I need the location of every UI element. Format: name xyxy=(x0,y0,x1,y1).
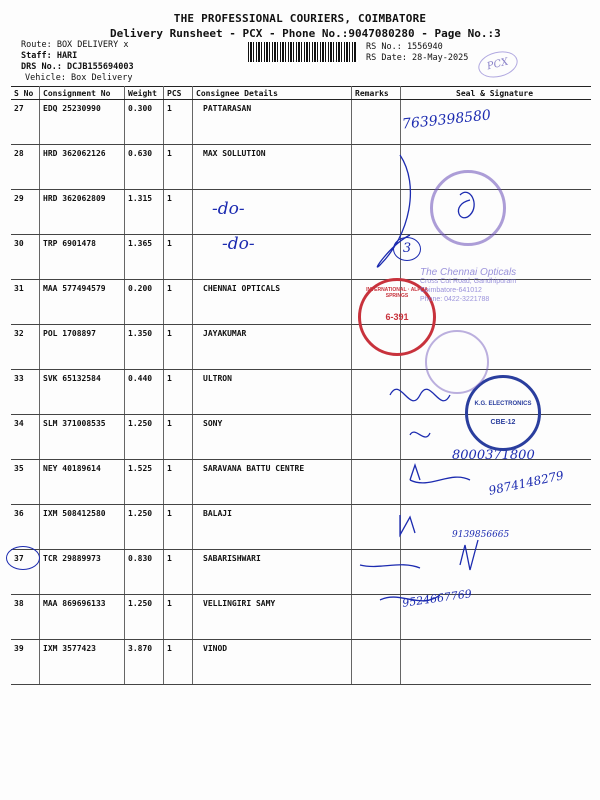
phone-row-36: 9874148279 xyxy=(487,468,565,498)
ditto-mark-29: -do- xyxy=(212,199,245,219)
kg-stamp-outer-text: K.G. ELECTRONICS xyxy=(474,400,532,407)
row-sno: 37 xyxy=(11,550,40,595)
col-seal-signature: Seal & Signature xyxy=(401,87,592,100)
row-consignment-no: MAA 869696133 xyxy=(40,595,125,640)
alpha-stamp-code: 6-391 xyxy=(385,312,409,322)
row-sno: 35 xyxy=(11,460,40,505)
row-weight: 0.630 xyxy=(125,145,164,190)
signature-stroke xyxy=(410,465,420,480)
row-pcs: 1 xyxy=(164,280,193,325)
col-consignee: Consignee Details xyxy=(193,87,352,100)
col-sno: S No xyxy=(11,87,40,100)
row-consignment-no: TRP 6901478 xyxy=(40,235,125,280)
row-consignment-no: SLM 371008535 xyxy=(40,415,125,460)
row-pcs: 1 xyxy=(164,370,193,415)
drs-number: DRS No.: DCJB155694003 xyxy=(21,62,134,72)
row-weight: 0.300 xyxy=(125,100,164,145)
row-pcs: 1 xyxy=(164,100,193,145)
pcx-mark: PCX xyxy=(476,48,520,82)
row-consignee: MAX SOLLUTION xyxy=(193,145,352,190)
row-consignment-no: HRD 362062126 xyxy=(40,145,125,190)
signature-stroke xyxy=(460,540,478,570)
row-pcs: 1 xyxy=(164,550,193,595)
row-consignment-no: IXM 508412580 xyxy=(40,505,125,550)
row-consignee: JAYAKUMAR xyxy=(193,325,352,370)
ditto-mark-30: -do- xyxy=(222,234,255,254)
row-consignee xyxy=(193,235,352,280)
row-sno: 28 xyxy=(11,145,40,190)
row-consignee: SONY xyxy=(193,415,352,460)
row-consignee: VELLINGIRI SAMY xyxy=(193,595,352,640)
row-sno: 38 xyxy=(11,595,40,640)
row-pcs: 1 xyxy=(164,325,193,370)
row-pcs: 1 xyxy=(164,190,193,235)
signature-stroke xyxy=(410,432,430,437)
row-weight: 1.250 xyxy=(125,505,164,550)
row-consignment-no: TCR 29889973 xyxy=(40,550,125,595)
row-consignee: CHENNAI OPTICALS xyxy=(193,280,352,325)
row-consignment-no: SVK 65132584 xyxy=(40,370,125,415)
row-pcs: 1 xyxy=(164,640,193,685)
signature-stroke xyxy=(400,515,415,535)
row-sno: 34 xyxy=(11,415,40,460)
circled-number: 3 xyxy=(393,237,421,261)
phone-row-39: 9524667769 xyxy=(401,587,473,610)
row-consignment-no: HRD 362062809 xyxy=(40,190,125,235)
signature-stroke xyxy=(377,155,410,267)
row-consignment-no: MAA 577494579 xyxy=(40,280,125,325)
company-title: THE PROFESSIONAL COURIERS, COIMBATORE xyxy=(173,12,427,25)
signature-row-27: 7639398580 xyxy=(401,107,492,133)
row-weight: 1.250 xyxy=(125,415,164,460)
row-weight: 0.440 xyxy=(125,370,164,415)
row-sno: 39 xyxy=(11,640,40,685)
signature-stroke xyxy=(390,389,450,401)
row-pcs: 1 xyxy=(164,415,193,460)
row-consignee: VINOD xyxy=(193,640,352,685)
col-pcs: PCS xyxy=(164,87,193,100)
row-pcs: 1 xyxy=(164,505,193,550)
row-consignment-no: IXM 3577423 xyxy=(40,640,125,685)
row-sno: 30 xyxy=(11,235,40,280)
row-pcs: 1 xyxy=(164,145,193,190)
violet-round-stamp xyxy=(430,170,506,246)
row-sno: 29 xyxy=(11,190,40,235)
signature-stroke xyxy=(380,595,440,601)
optical-stamp-line: Cross Cut Road, Gandhipuram xyxy=(420,278,517,285)
row-consignment-no: NEY 40189614 xyxy=(40,460,125,505)
row-weight: 1.350 xyxy=(125,325,164,370)
barcode xyxy=(248,42,356,62)
row-weight: 1.525 xyxy=(125,460,164,505)
row-sno: 36 xyxy=(11,505,40,550)
row-pcs: 1 xyxy=(164,460,193,505)
row-weight: 1.365 xyxy=(125,235,164,280)
col-remarks: Remarks xyxy=(352,87,401,100)
row-pcs: 1 xyxy=(164,235,193,280)
row-weight: 1.250 xyxy=(125,595,164,640)
runsheet-title: Delivery Runsheet - PCX - Phone No.:9047080280 - Page No.:3 xyxy=(110,27,501,40)
rs-number: RS No.: 1556940 xyxy=(366,42,443,52)
rs-date: RS Date: 28-May-2025 xyxy=(366,53,469,63)
staff-label: Staff: HARI xyxy=(21,51,78,61)
signature-stroke xyxy=(360,565,420,568)
row-sno: 31 xyxy=(11,280,40,325)
row-pcs: 1 xyxy=(164,595,193,640)
kg-stamp-inner-text: CBE-12 xyxy=(490,418,516,426)
phone-row-37: 9139856665 xyxy=(452,530,510,540)
row-weight: 0.830 xyxy=(125,550,164,595)
row-seal-signature xyxy=(401,640,592,685)
row-sno: 32 xyxy=(11,325,40,370)
row-weight: 3.870 xyxy=(125,640,164,685)
optical-stamp-line: Coimbatore-641012 xyxy=(420,287,482,294)
optical-stamp-line: Phone: 0422-3221788 xyxy=(420,296,490,303)
table-row xyxy=(11,640,591,685)
row-consignee: BALAJI xyxy=(193,505,352,550)
row-weight: 0.200 xyxy=(125,280,164,325)
row-consignee: SARAVANA BATTU CENTRE xyxy=(193,460,352,505)
row-consignee: SABARISHWARI xyxy=(193,550,352,595)
row-38-circle-mark xyxy=(6,546,40,570)
route-label: Route: BOX DELIVERY x xyxy=(21,40,129,50)
row-weight: 1.315 xyxy=(125,190,164,235)
violet-small-stamp xyxy=(425,330,489,394)
row-remarks xyxy=(352,640,401,685)
row-consignee: PATTARASAN xyxy=(193,100,352,145)
vehicle-label: Vehicle: Box Delivery xyxy=(25,73,133,83)
row-consignment-no: POL 1708897 xyxy=(40,325,125,370)
row-sno: 27 xyxy=(11,100,40,145)
row-consignee: ULTRON xyxy=(193,370,352,415)
alpha-stamp-outer-text: INTERNATIONAL · ALPHA SPRINGS xyxy=(366,287,428,299)
row-consignment-no: EDQ 25230990 xyxy=(40,100,125,145)
optical-stamp-line: The Chennai Opticals xyxy=(420,267,517,278)
col-consignment: Consignment No xyxy=(40,87,125,100)
row-sno: 33 xyxy=(11,370,40,415)
phone-row-35: 8000371800 xyxy=(452,448,535,463)
optical-rubber-stamp xyxy=(420,268,516,304)
col-weight: Weight xyxy=(125,87,164,100)
